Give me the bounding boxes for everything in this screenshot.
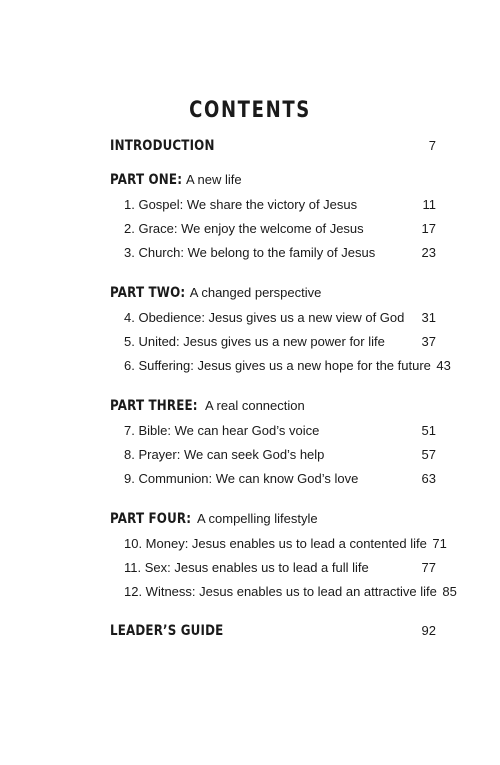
- introduction-label: INTRODUCTION: [110, 138, 215, 154]
- part-heading-one: [110, 172, 436, 192]
- page-number: 85: [442, 584, 457, 599]
- chapter-title: 11. Sex: Jesus enables us to lead a full life: [124, 560, 369, 575]
- toc-entry-chapter-1[interactable]: [124, 197, 436, 217]
- toc-entry-chapter-6[interactable]: [124, 358, 451, 378]
- page-number: 7: [428, 138, 436, 153]
- page-number: 77: [421, 560, 436, 575]
- chapter-title: 7. Bible: We can hear God’s voice: [124, 423, 320, 438]
- part-subtitle: A real connection: [204, 398, 305, 413]
- toc-entry-introduction[interactable]: [110, 138, 436, 158]
- chapter-title: 12. Witness: Jesus enables us to lead an attractive life: [124, 584, 437, 599]
- chapter-title: 8. Prayer: We can seek God’s help: [124, 447, 325, 462]
- chapter-title: 9. Communion: We can know God’s love: [124, 471, 359, 486]
- chapter-title: 10. Money: Jesus enables us to lead a contented life: [124, 536, 427, 551]
- toc-entry-chapter-4[interactable]: [124, 310, 436, 330]
- chapter-title: 6. Suffering: Jesus gives us a new hope for the future: [124, 358, 431, 373]
- part-subtitle: A compelling lifestyle: [196, 511, 318, 526]
- part-heading-two: [110, 285, 436, 305]
- toc-entry-chapter-2[interactable]: [124, 221, 436, 241]
- chapter-title: 5. United: Jesus gives us a new power for life: [124, 334, 385, 349]
- toc-entry-leaders-guide[interactable]: [110, 623, 436, 643]
- toc-entry-chapter-3[interactable]: [124, 245, 436, 265]
- page-number: 92: [421, 623, 436, 638]
- page-number: 23: [421, 245, 436, 260]
- page-number: 57: [421, 447, 436, 462]
- page-number: 63: [421, 471, 436, 486]
- part-label: PART ONE:: [110, 172, 183, 188]
- page-number: 17: [421, 221, 436, 236]
- part-heading-four: [110, 511, 436, 531]
- part-heading-three: [110, 398, 436, 418]
- page-number: 31: [421, 310, 436, 325]
- page-number: 71: [432, 536, 447, 551]
- page-number: 51: [421, 423, 436, 438]
- part-label: PART TWO:: [110, 285, 186, 301]
- page-number: 43: [436, 358, 451, 373]
- page-number: 11: [422, 197, 436, 212]
- page-number: 37: [421, 334, 436, 349]
- toc-entry-chapter-5[interactable]: [124, 334, 436, 354]
- page-title: CONTENTS: [189, 98, 311, 123]
- toc-entry-chapter-8[interactable]: [124, 447, 436, 467]
- chapter-title: 3. Church: We belong to the family of Jesus: [124, 245, 376, 260]
- chapter-title: 1. Gospel: We share the victory of Jesus: [124, 197, 358, 212]
- toc-entry-chapter-10[interactable]: [124, 536, 447, 556]
- part-label: PART FOUR:: [110, 511, 192, 527]
- toc-entry-chapter-7[interactable]: [124, 423, 436, 443]
- toc-entry-chapter-12[interactable]: [124, 584, 457, 604]
- toc-entry-chapter-9[interactable]: [124, 471, 436, 491]
- chapter-title: 2. Grace: We enjoy the welcome of Jesus: [124, 221, 364, 236]
- toc-entry-chapter-11[interactable]: [124, 560, 436, 580]
- leaders-guide-label: LEADER’S GUIDE: [110, 623, 224, 639]
- chapter-title: 4. Obedience: Jesus gives us a new view of God: [124, 310, 405, 325]
- part-subtitle: A changed perspective: [189, 285, 322, 300]
- part-subtitle: A new life: [185, 172, 242, 187]
- part-label: PART THREE:: [110, 398, 198, 414]
